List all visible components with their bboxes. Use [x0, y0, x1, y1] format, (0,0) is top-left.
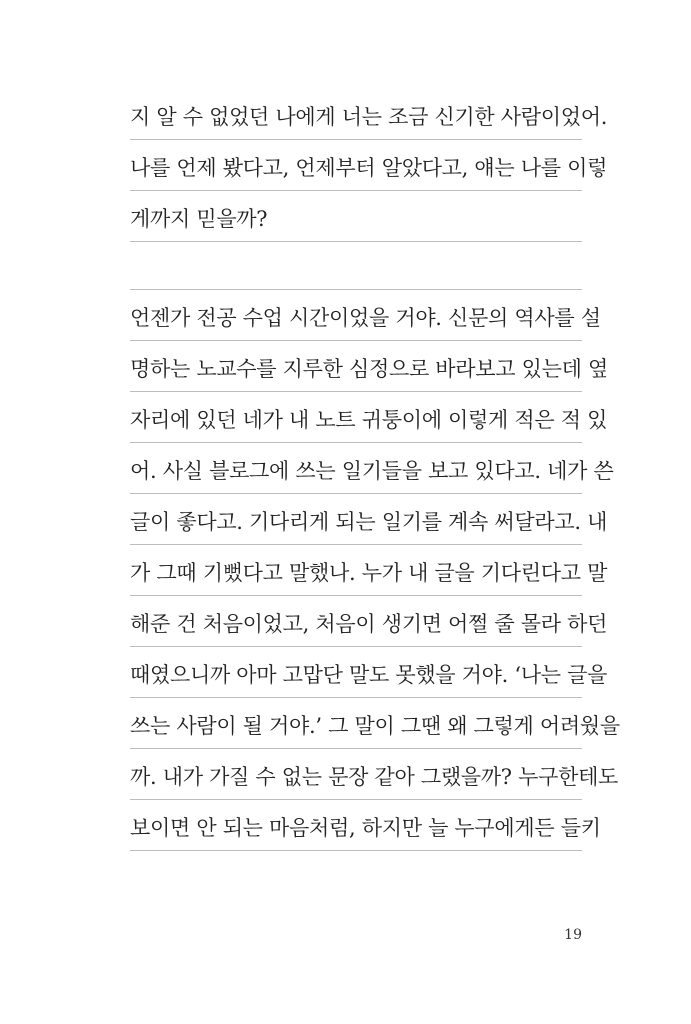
- line-text: 어. 사실 블로그에 쓰는 일기들을 보고 있다고. 네가 쓴: [130, 459, 614, 483]
- text-line: [130, 341, 608, 392]
- line-text: 까. 내가 가질 수 없는 문장 같아 그랬을까? 누구한테도: [130, 765, 619, 789]
- line-text: 게까지 믿을까?: [130, 207, 268, 231]
- paragraph-1: [130, 89, 608, 242]
- text-line: [130, 140, 608, 191]
- line-text: 언젠가 전공 수업 시간이었을 거야. 신문의 역사를 설: [130, 306, 601, 330]
- text-line: [130, 800, 601, 851]
- text-line: [130, 443, 614, 494]
- text-line: [130, 596, 608, 647]
- text-line: [130, 289, 601, 341]
- text-line: [130, 545, 608, 596]
- text-line: [130, 392, 608, 443]
- line-text: 자리에 있던 네가 내 노트 귀퉁이에 이렇게 적은 적 있: [130, 408, 608, 432]
- text-line: [130, 494, 608, 545]
- line-text: 가 그때 기뻤다고 말했나. 누가 내 글을 기다린다고 말: [130, 561, 608, 585]
- page-number: 19: [564, 927, 582, 943]
- line-text: 글이 좋다고. 기다리게 되는 일기를 계속 써달라고. 내: [130, 510, 608, 534]
- text-line: [130, 647, 608, 698]
- line-text: 보이면 안 되는 마음처럼, 하지만 늘 누구에게든 들키: [130, 816, 601, 840]
- line-text: 해준 건 처음이었고, 처음이 생기면 어쩔 줄 몰라 하던: [130, 612, 608, 636]
- text-line: [130, 191, 582, 242]
- line-text: 명하는 노교수를 지루한 심정으로 바라보고 있는데 옆: [130, 357, 608, 381]
- text-line: [130, 89, 608, 140]
- line-text: 지 알 수 없었던 나에게 너는 조금 신기한 사람이었어.: [130, 105, 608, 129]
- text-line: [130, 749, 619, 800]
- line-text: 때였으니까 아마 고맙단 말도 못했을 거야. ‘나는 글을: [130, 663, 608, 687]
- paragraph-2: [130, 289, 620, 851]
- line-text: 나를 언제 봤다고, 언제부터 알았다고, 얘는 나를 이렇: [130, 156, 608, 180]
- text-line: [130, 698, 620, 749]
- line-text: 쓰는 사람이 될 거야.’ 그 말이 그땐 왜 그렇게 어려웠을: [130, 714, 620, 738]
